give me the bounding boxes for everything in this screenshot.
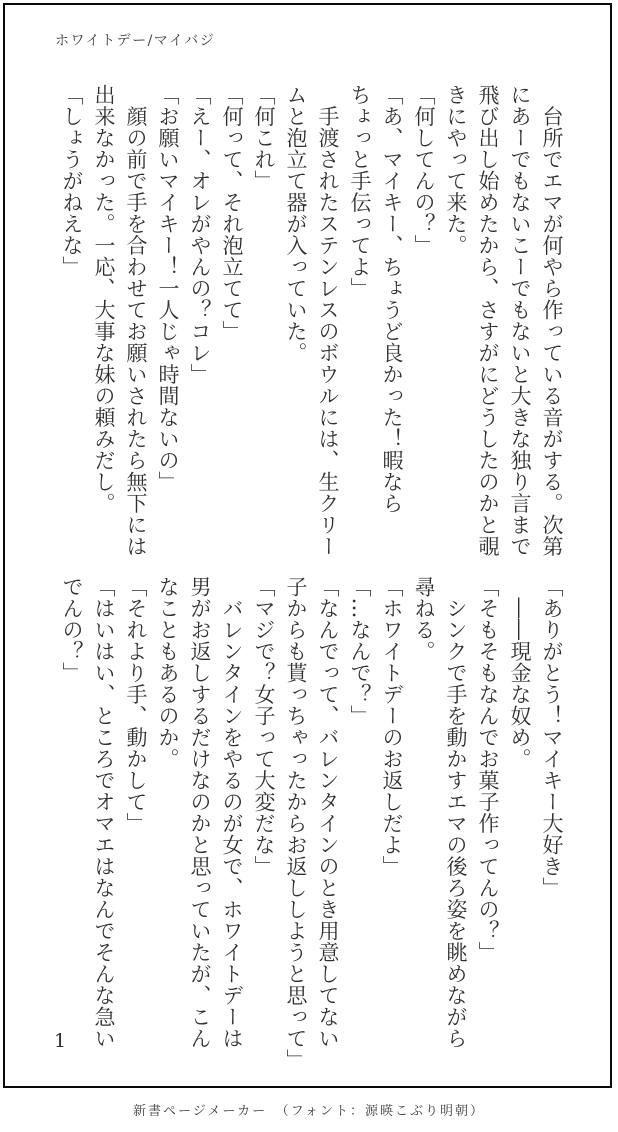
footer-caption: 新書ページメーカー （フォント：源暎こぶり明朝） [133, 1104, 485, 1119]
text-line: 「お願いマイキー！一人じゃ時間ないの」 [156, 84, 180, 493]
text-line: 「なんでって、バレンタインのとき用意してない [316, 576, 340, 1049]
text-line: 「ありがとう！マイキー大好き」 [540, 576, 564, 899]
text-line: でんの？」 [60, 576, 84, 684]
text-line: 「何って、それ泡立てて」 [220, 84, 244, 342]
text-line: 手渡されたステンレスのボウルには、生クリー [316, 84, 340, 557]
text-line: 飛び出し始めたから、さすがにどうしたのかと覗 [476, 84, 500, 557]
text-line: 「ホワイトデーのお返しだよ」 [380, 576, 404, 877]
text-line: ――現金な奴め。 [508, 576, 532, 770]
text-block-lower [56, 576, 568, 1071]
text-line: 「あ、マイキー、ちょうど良かった！暇なら [380, 84, 404, 514]
text-line: 台所でエマが何やら作っている音がする。次第 [540, 84, 564, 557]
text-line: 「…なんで？」 [348, 576, 372, 727]
text-line: 「何してんの？」 [412, 84, 436, 256]
text-line: 顔の前で手を合わせてお願いされたら無下には [124, 84, 148, 557]
text-line: 子からも貰っちゃったからお返ししようと思って」 [284, 576, 308, 1071]
text-line: 出来なかった。一応、大事な妹の頼みだし。 [92, 84, 116, 514]
header-title: ホワイトデー/マイバジ [55, 33, 216, 49]
text-line: 「マジで？女子って大変だな」 [252, 576, 276, 877]
page-number: 1 [54, 1030, 67, 1052]
text-line: 「何これ」 [252, 84, 276, 192]
text-line: きにやって来た。 [444, 84, 468, 256]
text-line: シンクで手を動かすエマの後ろ姿を眺めながら [444, 576, 468, 1049]
text-line: 「しょうがねえな」 [60, 84, 84, 278]
text-line: ムと泡立て器が入っていた。 [284, 84, 308, 364]
text-line: 「はいはい、ところでオマエはなんでそんな急い [92, 576, 116, 1049]
text-line: 「そもそもなんでお菓子作ってんの？」 [476, 576, 500, 963]
text-line: なこともあるのか。 [156, 576, 180, 770]
text-line: バレンタインをやるのが女で、ホワイトデーは [220, 576, 244, 1049]
text-block-upper [56, 84, 568, 557]
text-line: 「えー、オレがやんの？コレ」 [188, 84, 212, 385]
text-line: ちょっと手伝ってよ」 [348, 84, 372, 299]
text-line: 尋ねる。 [412, 576, 436, 662]
text-line: 「それより手、動かして」 [124, 576, 148, 834]
text-line: にあーでもないこーでもないと大きな独り言まで [508, 84, 532, 557]
text-line: 男がお返しするだけなのかと思っていたが、こん [188, 576, 212, 1049]
